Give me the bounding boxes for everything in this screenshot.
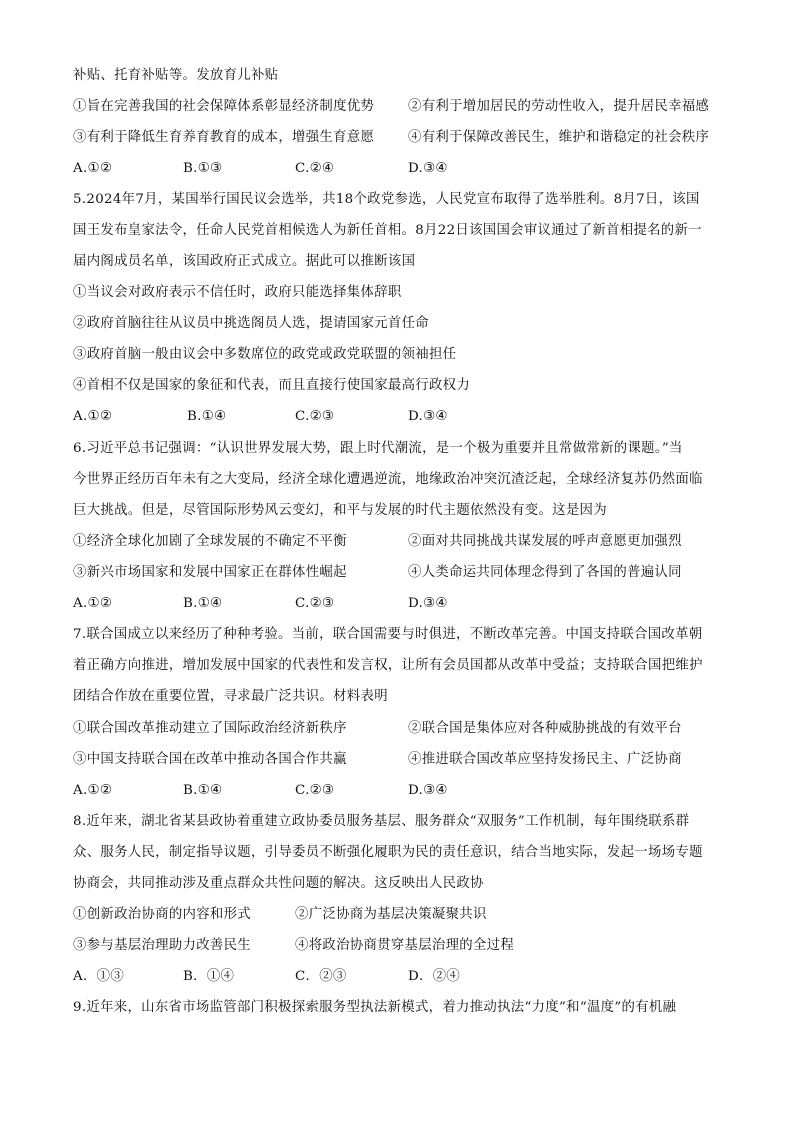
choice-a[interactable]: A.①② xyxy=(73,161,113,176)
options-row xyxy=(73,564,733,582)
question-8-text: 协商会，共同推动涉及重点群众共性问题的解决。这反映出人民政协 xyxy=(73,876,484,891)
options-row xyxy=(73,533,733,551)
answer-choices-q8 xyxy=(73,968,733,986)
question-7-text: 7.联合国成立以来经历了种种考验。当前，联合国需要与时俱进，不断改革完善。中国支持联合国改革朝 xyxy=(73,627,703,642)
option-3: ③参与基层治理助力改善民生 xyxy=(73,938,251,953)
option-2: ②有利于增加居民的劳动性收入，提升居民幸福感 xyxy=(408,99,710,114)
option-4: ④人类命运共同体理念得到了各国的普遍认同 xyxy=(408,565,682,580)
question-6-text: 今世界正经历百年未有之大变局，经济全球化遭遇逆流，地缘政治冲突沉渣泛起，全球经济复苏仍然面临 xyxy=(73,472,703,487)
answer-choices-q4 xyxy=(73,160,733,178)
option-4: ④将政治协商贯穿基层治理的全过程 xyxy=(295,938,515,953)
options-row xyxy=(73,98,733,116)
answer-choices-q6 xyxy=(73,595,733,613)
option-2: ②面对共同挑战共谋发展的呼声意愿更加强烈 xyxy=(408,534,682,549)
option-2: ②广泛协商为基层决策凝聚共识 xyxy=(295,907,487,922)
choice-d[interactable]: D.③④ xyxy=(408,783,448,798)
question-8-text: 众、服务人民，制定指导议题，引导委员不断强化履职为民的责任意识，结合当地实际，发起一场场专题 xyxy=(73,845,703,860)
option-3: ③新兴市场国家和发展中国家正在群体性崛起 xyxy=(73,565,347,580)
choice-a[interactable]: A.①② xyxy=(73,596,113,611)
option-1: ①创新政治协商的内容和形式 xyxy=(73,907,251,922)
choice-c[interactable]: C.②③ xyxy=(295,596,335,611)
choice-c[interactable]: C．②③ xyxy=(295,969,347,984)
option-3: ③中国支持联合国在改革中推动各国合作共赢 xyxy=(73,752,347,767)
answer-choices-q7 xyxy=(73,782,733,800)
question-5-text: 国王发布皇家法令，任命人民党首相候选人为新任首相。8月22日该国国会审议通过了新首相提名的新一 xyxy=(73,223,702,238)
choice-d[interactable]: D.③④ xyxy=(408,409,448,424)
options-row xyxy=(73,751,733,769)
choice-c[interactable]: C.②④ xyxy=(295,161,335,176)
text-line: 补贴、托育补贴等。发放育儿补贴 xyxy=(73,68,279,83)
choice-b[interactable]: B.①④ xyxy=(183,596,223,611)
choice-a[interactable]: A.①② xyxy=(73,783,113,798)
options-row xyxy=(73,906,733,924)
option-1: ①旨在完善我国的社会保障体系彰显经济制度优势 xyxy=(73,99,375,114)
option-1: ①联合国改革推动建立了国际政治经济新秩序 xyxy=(73,721,347,736)
options-row xyxy=(73,937,733,955)
choice-d[interactable]: D.③④ xyxy=(408,596,448,611)
choice-c[interactable]: C.②③ xyxy=(295,783,335,798)
choice-a[interactable]: A．①③ xyxy=(73,969,125,984)
options-row xyxy=(73,129,733,147)
choice-b[interactable]: B.①③ xyxy=(183,161,223,176)
choice-b[interactable]: B.①④ xyxy=(183,783,223,798)
question-7-text: 着正确方向推进，增加发展中国家的代表性和发言权，让所有会员国都从改革中受益；支持联合国把维护 xyxy=(73,658,703,673)
question-7-text: 团结合作放在重要位置，寻求最广泛共识。材料表明 xyxy=(73,689,388,704)
option-3: ③政府首脑一般由议会中多数席位的政党或政党联盟的领袖担任 xyxy=(73,347,457,362)
question-8-text: 8.近年来，湖北省某县政协着重建立政协委员服务基层、服务群众“双服务”工作机制，每年围绕联系群 xyxy=(73,814,690,829)
option-4: ④有利于保障改善民生，维护和谐稳定的社会秩序 xyxy=(408,130,710,145)
question-6-text: 6.习近平总书记强调：“认识世界发展大势，跟上时代潮流，是一个极为重要并且常做常新的课题。”当 xyxy=(73,441,683,456)
choice-a[interactable]: A.①② xyxy=(73,409,113,424)
choice-d[interactable]: D．②④ xyxy=(408,969,461,984)
options-row xyxy=(73,720,733,738)
question-9-text: 9.近年来，山东省市场监管部门积极探索服务型执法新模式，着力推动执法“力度”和“温度”的有机融 xyxy=(73,1000,677,1015)
choice-b[interactable]: B.①④ xyxy=(187,409,227,424)
option-4: ④推进联合国改革应坚持发扬民主、广泛协商 xyxy=(408,752,682,767)
question-6-text: 巨大挑战。但是，尽管国际形势风云变幻，和平与发展的时代主题依然没有变。这是因为 xyxy=(73,503,607,518)
option-2: ②政府首脑往往从议员中挑选阁员人选，提请国家元首任命 xyxy=(73,316,429,331)
choice-d[interactable]: D.③④ xyxy=(408,161,448,176)
choice-c[interactable]: C.②③ xyxy=(295,409,335,424)
question-5-text: 5.2024年7月，某国举行国民议会选举，共18个政党参选，人民党宣布取得了选举胜利。8月7日，该国 xyxy=(73,192,700,207)
option-2: ②联合国是集体应对各种威胁挑战的有效平台 xyxy=(408,721,682,736)
option-4: ④首相不仅是国家的象征和代表，而且直接行使国家最高行政权力 xyxy=(73,378,471,393)
option-1: ①当议会对政府表示不信任时，政府只能选择集体辞职 xyxy=(73,285,402,300)
choice-b[interactable]: B．①④ xyxy=(183,969,235,984)
option-1: ①经济全球化加剧了全球发展的不确定不平衡 xyxy=(73,534,347,549)
option-3: ③有利于降低生育养育教育的成本，增强生育意愿 xyxy=(73,130,375,145)
answer-choices-q5 xyxy=(73,408,733,426)
question-5-text: 届内阁成员名单，该国政府正式成立。据此可以推断该国 xyxy=(73,254,416,269)
